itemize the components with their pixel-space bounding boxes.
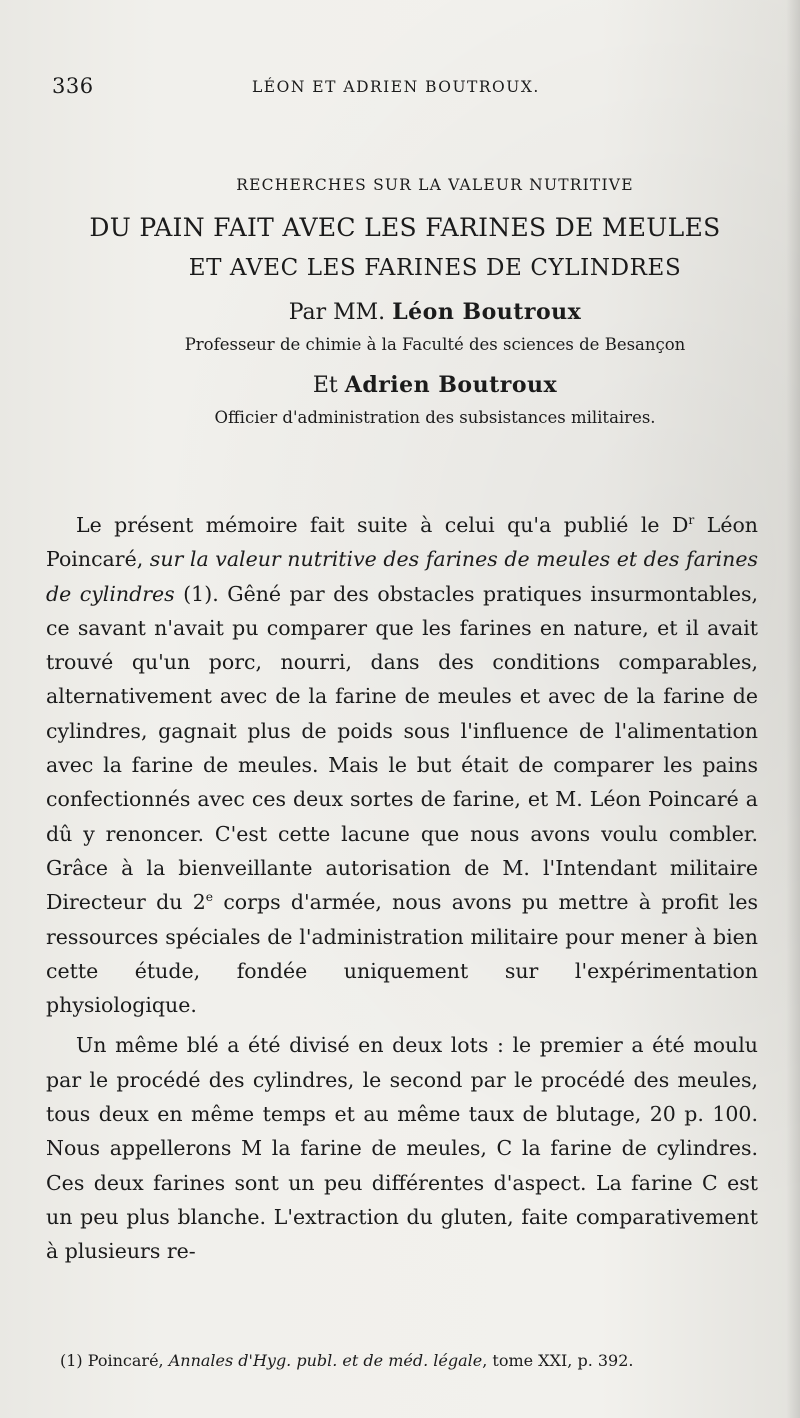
p1-text-d: corps d'armée, nous avons pu mettre à profit les ressources spéciales de l'administration militaire pour mener à bien cette étude, fondée uniquement sur l'expérimentation physiologique. xyxy=(46,890,758,1018)
footnote-journal-title: Annales d'Hyg. publ. et de méd. légale xyxy=(168,1351,483,1370)
authors-block xyxy=(100,294,770,432)
article-title-block xyxy=(40,172,770,440)
footnote-text-b: , tome XXI, p. 392. xyxy=(482,1351,634,1370)
author-1-name: Léon Boutroux xyxy=(392,299,582,325)
paragraph-1 xyxy=(46,508,758,1022)
page-header xyxy=(52,74,752,104)
author-1-affiliation: Professeur de chimie à la Faculté des sciences de Besançon xyxy=(184,335,686,354)
page-edge-shadow xyxy=(786,0,800,1418)
by-prefix: Par MM. xyxy=(288,300,386,325)
p1-text-a: Le présent mémoire fait suite à celui qu'a publié le D xyxy=(76,513,689,537)
p1-text-c: (1). Gêné par des obstacles pratiques insurmontables, ce savant n'avait pu comparer que les farines en nature, et il avait trouvé qu'un porc, nourri, dans des conditions comparables, alternativement avec de la farine de meules et avec de la farine de cylindres, gagnait plus de poids sous l'influence de l'alimentation avec la farine de meules. Mais le but était de comparer les pains confectionnés avec ces deux sortes de farine, et M. Léon Poincaré a dû y renoncer. C'est cette lacune que nous avons voulu combler. Grâce à la bienveillante autorisation de M. l'Intendant militaire Directeur du 2 xyxy=(46,581,758,915)
page-number: 336 xyxy=(52,74,94,98)
paragraph-2: Un même blé a été divisé en deux lots : le premier a été moulu par le procédé des cylindres, le second par le procédé des meules, tous deux en même temps et au même taux de blutage, 20 p. 100. Nous appellerons M la farine de meules, C la farine de cylindres. Ces deux farines sont un peu différentes d'aspect. La farine C est un peu plus blanche. L'extraction du gluten, faite comparativement à plusieurs re- xyxy=(46,1033,758,1264)
p1-italic-title: sur la valeur nutritive des farines de meules et des farines de cylindres xyxy=(46,547,758,606)
p1-superscript-r: r xyxy=(688,513,695,528)
and-prefix: Et xyxy=(312,373,338,398)
body-text xyxy=(46,508,758,1269)
running-head: LÉON ET ADRIEN BOUTROUX. xyxy=(252,78,540,96)
footnote-text-a: (1) Poincaré, xyxy=(60,1351,169,1370)
p1-superscript-e: e xyxy=(205,890,214,905)
author-1-line xyxy=(100,294,770,331)
author-2-name: Adrien Boutroux xyxy=(344,372,558,398)
title-line-2: DU PAIN FAIT AVEC LES FARINES DE MEULES xyxy=(89,213,721,242)
footnote xyxy=(60,1348,760,1374)
title-line-3: ET AVEC LES FARINES DE CYLINDRES xyxy=(188,255,682,281)
author-2-affiliation: Officier d'administration des subsistances militaires. xyxy=(214,408,656,427)
p1-text-b: Léon Poincaré, xyxy=(46,513,758,572)
title-line-1: RECHERCHES SUR LA VALEUR NUTRITIVE xyxy=(236,176,634,194)
author-2-line xyxy=(100,367,770,404)
